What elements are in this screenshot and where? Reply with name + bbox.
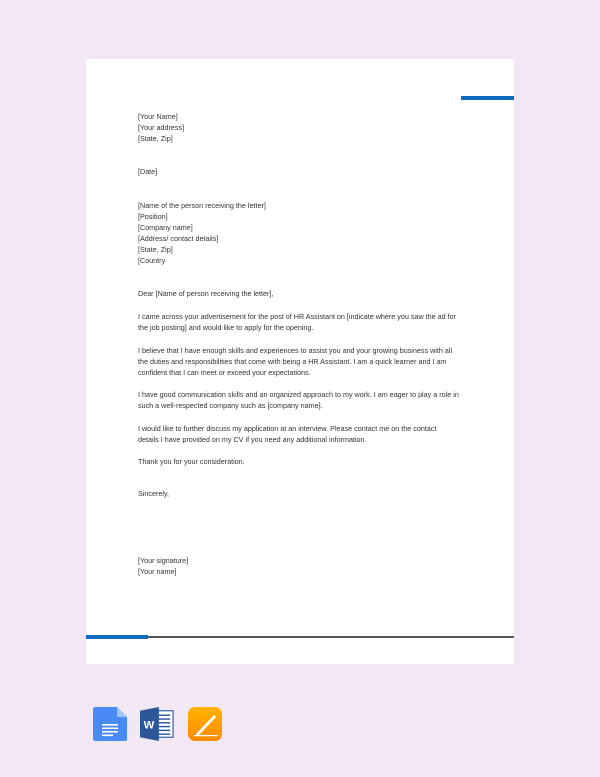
signed-name: [Your name] — [138, 567, 177, 576]
sender-address: [Your address] — [138, 123, 185, 132]
svg-text:W: W — [143, 719, 155, 732]
salutation: Dear [Name of person receiving the letter], — [138, 289, 274, 298]
recipient-line: [Country — [138, 256, 166, 265]
date: [Date] — [138, 167, 158, 176]
paragraph-line: I believe that I have enough skills and experiences to assist you and your growing business with all — [138, 346, 453, 355]
thanks: Thank you for your consideration. — [138, 457, 245, 466]
recipient-line: [Address/ contact details] — [138, 234, 219, 243]
top-accent-bar — [461, 96, 514, 100]
ms-word-icon[interactable] — [140, 707, 174, 741]
signature: [Your signature] — [138, 556, 189, 565]
recipient-line: [Position] — [138, 212, 168, 221]
footer-accent-bar — [86, 635, 148, 639]
apple-pages-icon[interactable] — [188, 707, 222, 741]
closing: Sincerely, — [138, 489, 170, 498]
recipient-line: [Name of the person receiving the letter] — [138, 201, 266, 210]
paragraph-line: the job posting] and would like to apply for the opening. — [138, 323, 314, 332]
paragraph-line: I came across your advertisement for the post of HR Assistant on [indicate where you saw the ad for — [138, 312, 457, 321]
google-docs-icon[interactable] — [93, 707, 127, 741]
paragraph-line: the duties and responsibilities that come with being a HR Assistant. I am a quick learner and I am — [138, 357, 447, 366]
sender-name: [Your Name] — [138, 112, 178, 121]
letter-page — [86, 59, 514, 664]
paragraph-line: such a well-respected company such as [company name]. — [138, 401, 323, 410]
recipient-line: [Company name] — [138, 223, 193, 232]
footer-line — [148, 636, 514, 638]
paragraph-line: I have good communication skills and an organized approach to my work. I am eager to play a role in — [138, 390, 459, 399]
paragraph-line: details I have provided on my CV if you need any additional information. — [138, 435, 367, 444]
recipient-line: [State, Zip] — [138, 245, 173, 254]
paragraph-line: I would like to further discuss my application at an interview. Please contact me on the contact — [138, 424, 437, 433]
sender-state: [State, Zip] — [138, 134, 173, 143]
paragraph-line: confident that I can meet or exceed your expectations. — [138, 368, 311, 377]
